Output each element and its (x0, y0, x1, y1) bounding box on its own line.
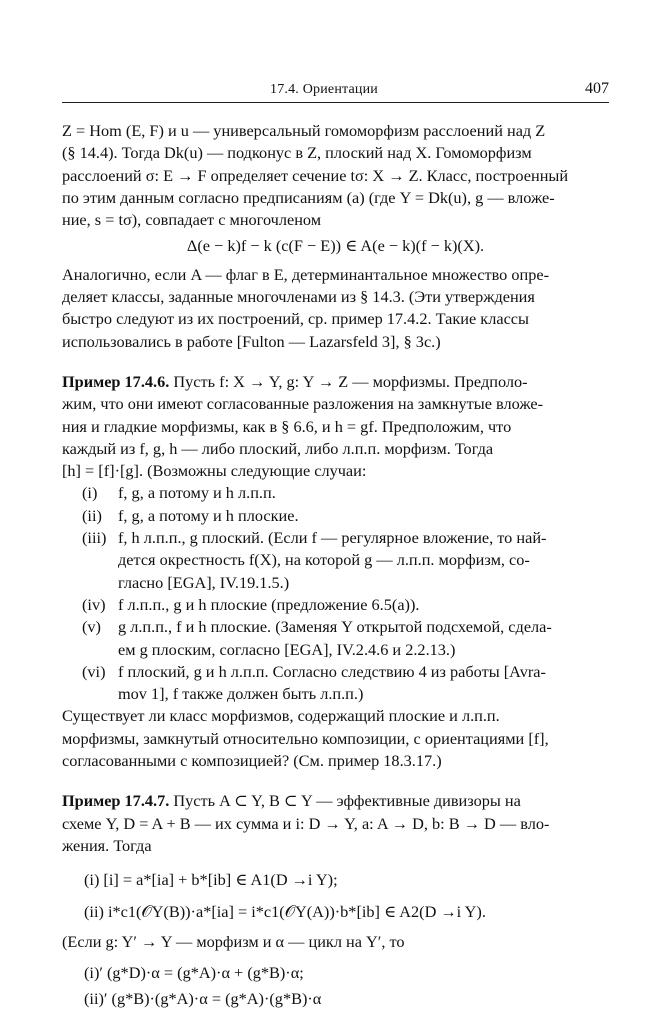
case-label: (v) (82, 617, 101, 637)
case-line: f, h л.п.п., g плоский. (Если f — регулярное вложение, то най- (118, 528, 547, 548)
case-label: (iii) (82, 528, 107, 548)
formula-item: (ii)′ (g*B)·(g*A)·α = (g*A)·(g*B)·α (84, 988, 322, 1008)
text-line (62, 371, 609, 393)
formula-item: (ii) i*c1(𝒪Y(B))·a*[ia] = i*c1(𝒪Y(A))·b*[ib] ∈ A2(D →i Y). (84, 902, 486, 922)
text-line: морфизмы, замкнутый относительно композиции, с ориентациями [f], (62, 728, 549, 748)
case-line: f, g, а потому и h л.п.п. (118, 483, 276, 503)
text-line: схеме Y, D = A + B — их сумма и i: D → Y, a: A → D, b: B → D — вло- (62, 813, 550, 833)
case-label: (i) (82, 483, 98, 503)
text-line: жения. Тогда (62, 835, 152, 855)
case-line: гласно [EGA], IV.19.1.5.) (118, 572, 290, 592)
text-line: жим, что они имеют согласованные разложения на замкнутые вложе- (62, 394, 544, 414)
text-line: (Если g: Y′ → Y — морфизм и α — цикл на Y′, то (62, 932, 405, 952)
case-line: f плоский, g и h л.п.п. Согласно следствию 4 из работы [Avra- (118, 661, 546, 681)
page-header (62, 80, 609, 103)
text-line: по этим данным согласно предписаниям (а) (где Y = Dk(u), g — вложе- (62, 187, 555, 207)
case-line: f л.п.п., g и h плоские (предложение 6.5(а)). (118, 594, 420, 614)
example-text: Пусть f: X → Y, g: Y → Z — морфизмы. Предполо- (173, 371, 528, 391)
formula-item: (i) [i] = a*[ia] + b*[ib] ∈ A1(D →i Y); (84, 870, 338, 890)
text-line: ние, s = tσ), совпадает с многочленом (62, 210, 322, 230)
formula-delta: Δ(e − k)f − k (c(F − E)) ∈ A(e − k)(f − k)(X). (186, 236, 485, 256)
example-label: Пример 17.4.6. (62, 371, 170, 391)
text-line: расслоений σ: E → F определяет сечение tσ: X → Z. Класс, построенный (62, 165, 569, 185)
case-line: дется окрестность f(X), на которой g — л.п.п. морфизм, со- (118, 550, 530, 570)
text-line: Z = Hom (E, F) и u — универсальный гомоморфизм расслоений над Z (62, 121, 546, 140)
formula-item: (i)′ (g*D)·α = (g*A)·α + (g*B)·α; (84, 962, 304, 982)
case-item (62, 527, 609, 594)
case-label: (ii) (82, 505, 102, 525)
text-line: [h] = [f]·[g]. (Возможны следующие случаи: (62, 461, 367, 481)
example-label: Пример 17.4.7. (62, 791, 170, 811)
case-line: mov 1], f также должен быть л.п.п.) (118, 684, 364, 704)
text-line: согласованными с композицией? (См. пример 18.3.17.) (62, 751, 442, 771)
text-line: Аналогично, если A — флаг в E, детерминантальное множество опре- (62, 264, 549, 284)
text-line: каждый из f, g, h — либо плоский, либо л.п.п. морфизм. Тогда (62, 438, 494, 458)
case-item (62, 594, 609, 616)
page-number: 407 (585, 80, 609, 97)
case-line: ем g плоским, согласно [EGA], IV.2.4.6 и 2.2.13.) (118, 639, 456, 659)
example-text: Пусть A ⊂ Y, B ⊂ Y — эффективные дивизоры на (173, 791, 521, 811)
case-label: (vi) (82, 661, 106, 681)
text-line: использовались в работе [Fulton — Lazarsfeld 3], § 3c.) (62, 331, 441, 351)
text-line: быстро следуют из их построений, ср. пример 17.4.2. Такие классы (62, 309, 529, 329)
text-line: Существует ли класс морфизмов, содержащий плоские и л.п.п. (62, 706, 500, 726)
text-line: (§ 14.4). Тогда Dk(u) — подконус в Z, плоский над X. Гомоморфизм (62, 143, 532, 163)
main-text (62, 120, 609, 1012)
paragraph-1 (62, 120, 609, 231)
case-line: g л.п.п., f и h плоские. (Заменяя Y открытой подсхемой, сдела- (118, 617, 552, 637)
text-line: деляет классы, заданные многочленами из § 14.3. (Эти утверждения (62, 287, 535, 307)
case-label: (iv) (82, 594, 106, 614)
running-title: 17.4. Ориентации (270, 82, 378, 97)
example-17-4-6 (62, 371, 609, 772)
paragraph-2 (62, 264, 609, 353)
case-item (62, 482, 609, 504)
text-line: ния и гладкие морфизмы, как в § 6.6, и h = gf. Предположим, что (62, 416, 512, 436)
case-item (62, 661, 609, 706)
case-item (62, 616, 609, 661)
case-line: f, g, а потому и h плоские. (118, 505, 299, 525)
case-item (62, 505, 609, 527)
text-line (62, 790, 609, 812)
example-17-4-7 (62, 790, 609, 1011)
